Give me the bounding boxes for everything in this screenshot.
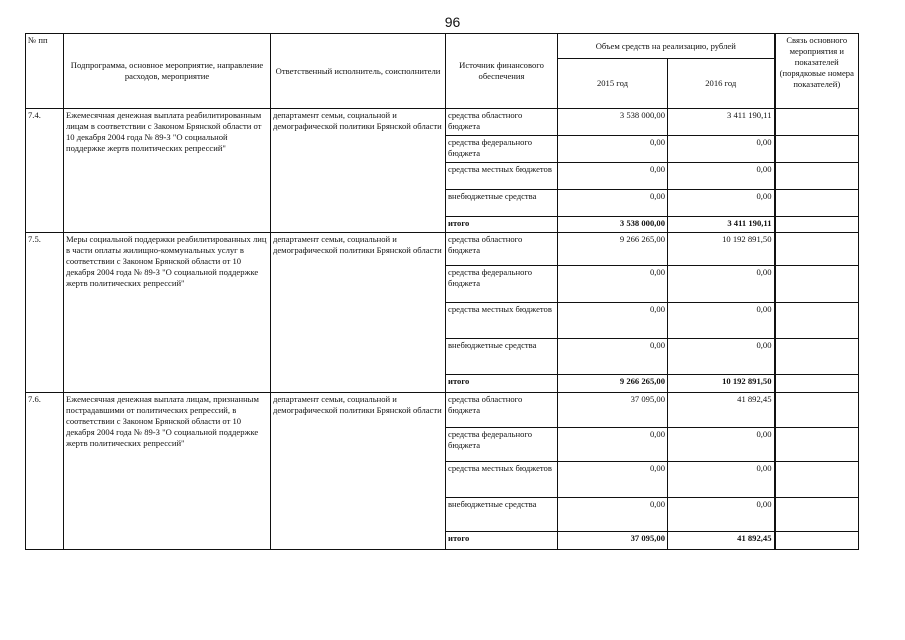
amount-y2016: 0,00 — [668, 190, 775, 217]
amount-y2015: 0,00 — [558, 462, 668, 498]
indicator-link-cell — [775, 266, 859, 303]
funding-source: средства областного бюджета — [446, 393, 558, 428]
amount-y2016: 3 411 190,11 — [668, 217, 775, 233]
funding-source: средства федерального бюджета — [446, 266, 558, 303]
indicator-link-cell — [775, 375, 859, 393]
item-number: 7.5. — [26, 233, 64, 393]
indicator-link-cell — [775, 217, 859, 233]
funding-source: внебюджетные средства — [446, 498, 558, 532]
item-executor: департамент семьи, социальной и демографической политики Брянской области — [271, 233, 446, 393]
amount-y2015: 0,00 — [558, 303, 668, 339]
funding-source: внебюджетные средства — [446, 190, 558, 217]
amount-y2015: 0,00 — [558, 163, 668, 190]
amount-y2015: 0,00 — [558, 498, 668, 532]
amount-y2016: 0,00 — [668, 428, 775, 462]
funding-source: средства федерального бюджета — [446, 428, 558, 462]
amount-y2015: 9 266 265,00 — [558, 233, 668, 266]
amount-y2016: 0,00 — [668, 266, 775, 303]
table-header — [26, 34, 859, 109]
table-row — [26, 109, 859, 136]
item-description: Меры социальной поддержки реабилитированных лиц в части оплаты жилищно-коммунальных услуг в соответствии с Законом Брянской области от 10 декабря 2004 года № 89-З "О социальной поддержке жертв политических репрессий" — [64, 233, 271, 393]
amount-y2016: 41 892,45 — [668, 393, 775, 428]
header-year-2016: 2016 год — [668, 59, 775, 109]
amount-y2016: 3 411 190,11 — [668, 109, 775, 136]
item-executor: департамент семьи, социальной и демографической политики Брянской области — [271, 393, 446, 550]
amount-y2015: 9 266 265,00 — [558, 375, 668, 393]
amount-y2016: 41 892,45 — [668, 532, 775, 550]
item-executor: департамент семьи, социальной и демографической политики Брянской области — [271, 109, 446, 233]
amount-y2015: 0,00 — [558, 339, 668, 375]
header-link: Связь основного мероприятия и показателей (порядковые номера показателей) — [775, 34, 859, 109]
indicator-link-cell — [775, 190, 859, 217]
funding-source: средства местных бюджетов — [446, 462, 558, 498]
table-row — [26, 393, 859, 428]
header-year-2015: 2015 год — [558, 59, 668, 109]
total-label: итого — [446, 532, 558, 550]
indicator-link-cell — [775, 462, 859, 498]
funding-source: средства областного бюджета — [446, 233, 558, 266]
amount-y2016: 0,00 — [668, 498, 775, 532]
item-number: 7.4. — [26, 109, 64, 233]
indicator-link-cell — [775, 233, 859, 266]
amount-y2016: 0,00 — [668, 163, 775, 190]
indicator-link-cell — [775, 498, 859, 532]
header-volume: Объем средств на реализацию, рублей — [558, 34, 775, 59]
amount-y2015: 3 538 000,00 — [558, 109, 668, 136]
item-description: Ежемесячная денежная выплата реабилитированным лицам в соответствии с Законом Брянской области от 10 декабря 2004 года № 89-З "О социальной поддержке жертв политических репрессий" — [64, 109, 271, 233]
indicator-link-cell — [775, 136, 859, 163]
amount-y2016: 10 192 891,50 — [668, 233, 775, 266]
total-label: итого — [446, 217, 558, 233]
indicator-link-cell — [775, 393, 859, 428]
amount-y2016: 0,00 — [668, 136, 775, 163]
total-label: итого — [446, 375, 558, 393]
budget-table — [25, 33, 859, 550]
amount-y2016: 10 192 891,50 — [668, 375, 775, 393]
table-body — [26, 109, 859, 550]
indicator-link-cell — [775, 163, 859, 190]
indicator-link-cell — [775, 339, 859, 375]
item-number: 7.6. — [26, 393, 64, 550]
funding-source: средства местных бюджетов — [446, 163, 558, 190]
table-row — [26, 233, 859, 266]
amount-y2016: 0,00 — [668, 303, 775, 339]
funding-source: средства федерального бюджета — [446, 136, 558, 163]
funding-source: средства местных бюджетов — [446, 303, 558, 339]
amount-y2015: 0,00 — [558, 190, 668, 217]
amount-y2016: 0,00 — [668, 462, 775, 498]
funding-source: внебюджетные средства — [446, 339, 558, 375]
amount-y2016: 0,00 — [668, 339, 775, 375]
funding-source: средства областного бюджета — [446, 109, 558, 136]
header-source: Источник финансового обеспечения — [446, 34, 558, 109]
amount-y2015: 0,00 — [558, 428, 668, 462]
indicator-link-cell — [775, 303, 859, 339]
amount-y2015: 0,00 — [558, 136, 668, 163]
item-description: Ежемесячная денежная выплата лицам, признанным пострадавшими от политических репрессий, в соответствии с Законом Брянской области от 10 декабря 2004 года № 89-З "О социальной поддержке жертв политических репрессий" — [64, 393, 271, 550]
amount-y2015: 37 095,00 — [558, 393, 668, 428]
indicator-link-cell — [775, 109, 859, 136]
indicator-link-cell — [775, 428, 859, 462]
page-number: 96 — [444, 14, 461, 30]
amount-y2015: 3 538 000,00 — [558, 217, 668, 233]
header-executor: Ответственный исполнитель, соисполнители — [271, 34, 446, 109]
indicator-link-cell — [775, 532, 859, 550]
amount-y2015: 37 095,00 — [558, 532, 668, 550]
header-program: Подпрограмма, основное мероприятие, направление расходов, мероприятие — [64, 34, 271, 109]
amount-y2015: 0,00 — [558, 266, 668, 303]
header-number: № пп — [26, 34, 64, 109]
